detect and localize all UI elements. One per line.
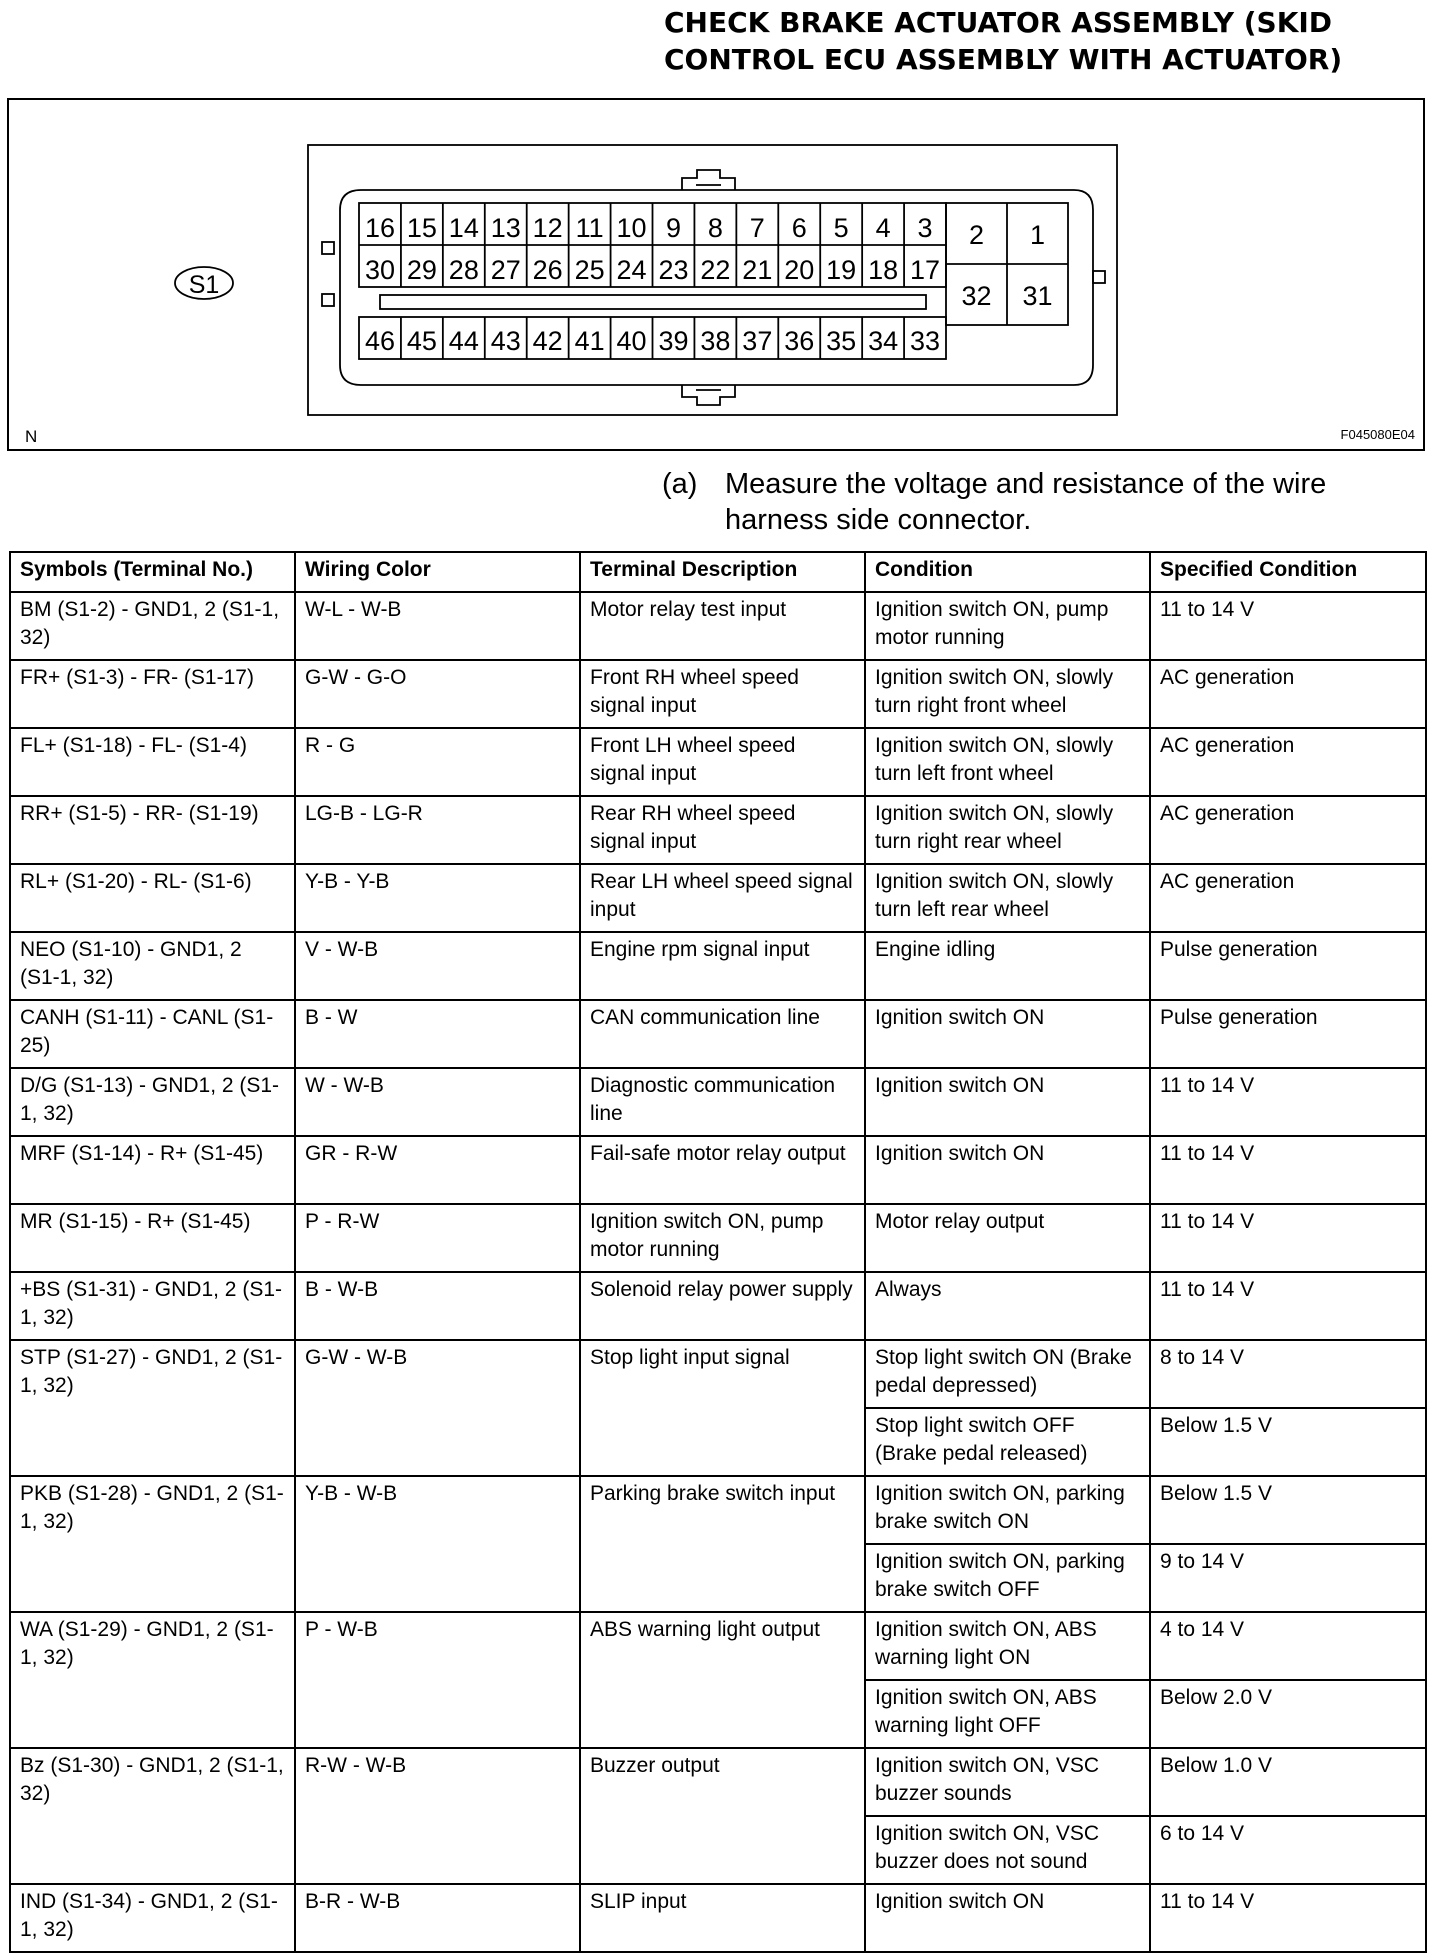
step-text: Measure the voltage and resistance of the wire harness side connector. [725,468,1327,536]
cell-wiring-color: R - G [295,728,580,796]
cell-condition: Ignition switch ON, slowly turn right front wheel [865,660,1150,728]
connector-pin: 17 [910,255,941,285]
connector-pin: 19 [826,255,857,285]
cell-specified-condition: 11 to 14 V [1150,1884,1426,1952]
connector-pin: 28 [448,255,479,285]
cell-terminal-description: CAN communication line [580,1000,865,1068]
cell-condition: Ignition switch ON, slowly turn right rear wheel [865,796,1150,864]
connector-pin: 1 [1029,220,1046,250]
table-row [10,660,1426,728]
page-title [664,4,1424,78]
cell-wiring-color: LG-B - LG-R [295,796,580,864]
table-body [10,592,1426,1952]
cell-wiring-color: B - W [295,1000,580,1068]
connector-pin: 45 [406,326,437,356]
cell-condition: Stop light switch ON (Brake pedal depressed) [865,1340,1150,1408]
connector-pin: 35 [826,326,857,356]
cell-terminal-description: Front RH wheel speed signal input [580,660,865,728]
cell-condition: Ignition switch ON, slowly turn left rear wheel [865,864,1150,932]
cell-terminal-description: Solenoid relay power supply [580,1272,865,1340]
figure-code: F045080E04 [1340,427,1415,442]
cell-specified-condition: Below 2.0 V [1150,1680,1426,1748]
cell-specified-condition: AC generation [1150,660,1426,728]
connector-pin: 22 [700,255,731,285]
cell-terminal-description: Parking brake switch input [580,1476,865,1612]
header-specified-condition: Specified Condition [1150,552,1426,592]
connector-pin: 13 [490,213,521,243]
connector-pin: 9 [665,213,681,243]
cell-specified-condition: 11 to 14 V [1150,1272,1426,1340]
header-wiring-color: Wiring Color [295,552,580,592]
cell-symbol: BM (S1-2) - GND1, 2 (S1-1, 32) [10,592,295,660]
connector-pin: 15 [406,213,437,243]
connector-pin: 2 [968,220,985,250]
connector-pin: 11 [575,213,604,243]
connector-diagram [9,100,1423,449]
connector-pin: 39 [658,326,689,356]
cell-specified-condition: 11 to 14 V [1150,592,1426,660]
step-label: (a) [662,468,698,500]
cell-symbol: IND (S1-34) - GND1, 2 (S1-1, 32) [10,1884,295,1952]
cell-wiring-color: W - W-B [295,1068,580,1136]
cell-symbol: STP (S1-27) - GND1, 2 (S1-1, 32) [10,1340,295,1476]
table-row [10,1748,1426,1816]
cell-condition: Ignition switch ON, VSC buzzer does not sound [865,1816,1150,1884]
table-row [10,728,1426,796]
cell-condition: Always [865,1272,1150,1340]
table-row [10,1340,1426,1408]
cell-symbol: FR+ (S1-3) - FR- (S1-17) [10,660,295,728]
cell-symbol: MR (S1-15) - R+ (S1-45) [10,1204,295,1272]
table-row [10,1136,1426,1204]
connector-pin: 18 [868,255,899,285]
table-row [10,1000,1426,1068]
cell-terminal-description: Buzzer output [580,1748,865,1884]
cell-specified-condition: AC generation [1150,796,1426,864]
connector-pin: 23 [658,255,689,285]
cell-condition: Ignition switch ON, parking brake switch ON [865,1476,1150,1544]
cell-terminal-description: Fail-safe motor relay output [580,1136,865,1204]
table-row [10,592,1426,660]
cell-symbol: WA (S1-29) - GND1, 2 (S1-1, 32) [10,1612,295,1748]
connector-pin: 40 [616,326,647,356]
cell-symbol: PKB (S1-28) - GND1, 2 (S1-1, 32) [10,1476,295,1612]
cell-specified-condition: 9 to 14 V [1150,1544,1426,1612]
table-row [10,864,1426,932]
cell-condition: Ignition switch ON, ABS warning light ON [865,1612,1150,1680]
cell-specified-condition: Below 1.0 V [1150,1748,1426,1816]
cell-terminal-description: Stop light input signal [580,1340,865,1476]
cell-specified-condition: Below 1.5 V [1150,1408,1426,1476]
cell-symbol: D/G (S1-13) - GND1, 2 (S1-1, 32) [10,1068,295,1136]
connector-pin: 46 [364,326,395,356]
connector-pin: 26 [532,255,563,285]
connector-pin: 44 [448,326,479,356]
cell-condition: Ignition switch ON [865,1136,1150,1204]
cell-specified-condition: 11 to 14 V [1150,1204,1426,1272]
connector-pin: 7 [749,213,765,243]
cell-wiring-color: W-L - W-B [295,592,580,660]
connector-pin: 27 [490,255,521,285]
cell-condition: Motor relay output [865,1204,1150,1272]
connector-pin: 8 [707,213,723,243]
table-row [10,1068,1426,1136]
cell-specified-condition: 11 to 14 V [1150,1136,1426,1204]
cell-condition: Ignition switch ON [865,1068,1150,1136]
connector-pin: 32 [961,281,992,311]
connector-pin: 37 [742,326,773,356]
cell-condition: Stop light switch OFF (Brake pedal released) [865,1408,1150,1476]
connector-pin: 33 [910,326,941,356]
connector-pin: 41 [574,326,605,356]
table-row [10,932,1426,1000]
page-title-line-1: CHECK BRAKE ACTUATOR ASSEMBLY (SKID [664,6,1333,39]
connector-pin: 29 [406,255,437,285]
cell-wiring-color: G-W - G-O [295,660,580,728]
terminal-spec-table [9,551,1427,1953]
cell-symbol: CANH (S1-11) - CANL (S1-25) [10,1000,295,1068]
cell-condition: Ignition switch ON, pump motor running [865,592,1150,660]
connector-pin: 10 [616,213,647,243]
cell-wiring-color: B - W-B [295,1272,580,1340]
cell-wiring-color: V - W-B [295,932,580,1000]
cell-specified-condition: Pulse generation [1150,1000,1426,1068]
cell-condition: Ignition switch ON, slowly turn left front wheel [865,728,1150,796]
cell-condition: Engine idling [865,932,1150,1000]
connector-pin: 3 [917,213,933,243]
page-title-line-2: CONTROL ECU ASSEMBLY WITH ACTUATOR) [664,43,1343,76]
cell-terminal-description: ABS warning light output [580,1612,865,1748]
cell-specified-condition: 11 to 14 V [1150,1068,1426,1136]
cell-condition: Ignition switch ON, VSC buzzer sounds [865,1748,1150,1816]
connector-pin: 5 [833,213,849,243]
connector-pin: 38 [700,326,731,356]
cell-symbol: RL+ (S1-20) - RL- (S1-6) [10,864,295,932]
cell-condition: Ignition switch ON, ABS warning light OFF [865,1680,1150,1748]
table-row [10,1204,1426,1272]
cell-terminal-description: Rear LH wheel speed signal input [580,864,865,932]
connector-pin: 4 [875,213,891,243]
cell-wiring-color: G-W - W-B [295,1340,580,1476]
cell-specified-condition: Pulse generation [1150,932,1426,1000]
connector-pin: 14 [448,213,479,243]
cell-condition: Ignition switch ON [865,1000,1150,1068]
connector-id-label: S1 [188,271,220,299]
table-row [10,1476,1426,1544]
cell-symbol: NEO (S1-10) - GND1, 2 (S1-1, 32) [10,932,295,1000]
connector-pin: 20 [784,255,815,285]
cell-symbol: MRF (S1-14) - R+ (S1-45) [10,1136,295,1204]
table-row [10,1884,1426,1952]
cell-terminal-description: Rear RH wheel speed signal input [580,796,865,864]
connector-pin: 31 [1022,281,1053,311]
header-condition: Condition [865,552,1150,592]
cell-wiring-color: Y-B - W-B [295,1476,580,1612]
cell-specified-condition: AC generation [1150,728,1426,796]
cell-wiring-color: B-R - W-B [295,1884,580,1952]
cell-terminal-description: Diagnostic communication line [580,1068,865,1136]
connector-pin: 34 [868,326,899,356]
connector-pin: 12 [532,213,563,243]
cell-symbol: Bz (S1-30) - GND1, 2 (S1-1, 32) [10,1748,295,1884]
table-header-row [10,552,1426,592]
cell-specified-condition: 4 to 14 V [1150,1612,1426,1680]
cell-symbol: RR+ (S1-5) - RR- (S1-19) [10,796,295,864]
cell-specified-condition: Below 1.5 V [1150,1476,1426,1544]
connector-pin: 30 [364,255,395,285]
connector-pin: 6 [791,213,807,243]
cell-terminal-description: Ignition switch ON, pump motor running [580,1204,865,1272]
connector-pin: 42 [532,326,563,356]
cell-terminal-description: Engine rpm signal input [580,932,865,1000]
table-row [10,796,1426,864]
header-symbols: Symbols (Terminal No.) [10,552,295,592]
cell-specified-condition: 8 to 14 V [1150,1340,1426,1408]
cell-terminal-description: Front LH wheel speed signal input [580,728,865,796]
header-terminal-description: Terminal Description [580,552,865,592]
cell-wiring-color: P - R-W [295,1204,580,1272]
connector-figure [7,98,1425,451]
cell-specified-condition: AC generation [1150,864,1426,932]
cell-wiring-color: P - W-B [295,1612,580,1748]
cell-wiring-color: GR - R-W [295,1136,580,1204]
cell-wiring-color: Y-B - Y-B [295,864,580,932]
table-row [10,1612,1426,1680]
cell-condition: Ignition switch ON [865,1884,1150,1952]
connector-pin: 36 [784,326,815,356]
connector-pin: 21 [742,255,773,285]
cell-symbol: +BS (S1-31) - GND1, 2 (S1-1, 32) [10,1272,295,1340]
cell-terminal-description: SLIP input [580,1884,865,1952]
cell-condition: Ignition switch ON, parking brake switch OFF [865,1544,1150,1612]
cell-specified-condition: 6 to 14 V [1150,1816,1426,1884]
connector-pin: 16 [364,213,395,243]
cell-symbol: FL+ (S1-18) - FL- (S1-4) [10,728,295,796]
cell-wiring-color: R-W - W-B [295,1748,580,1884]
connector-pin: 24 [616,255,647,285]
table-row [10,1272,1426,1340]
cell-terminal-description: Motor relay test input [580,592,865,660]
connector-pin: 25 [574,255,605,285]
figure-corner-mark: N [25,427,38,446]
connector-pin: 43 [490,326,521,356]
